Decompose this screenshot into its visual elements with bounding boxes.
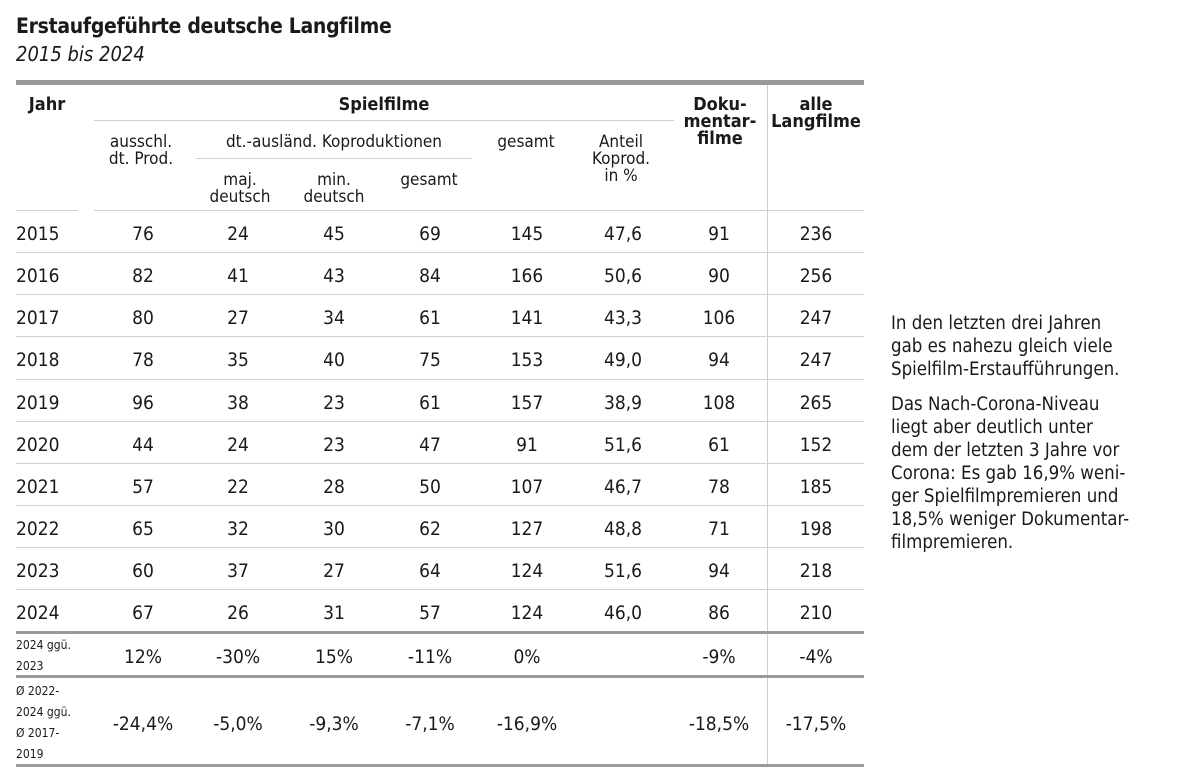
side-note-line: dem der letzten 3 Jahre vor xyxy=(891,440,1120,461)
header-min-line2: deutsch xyxy=(303,187,365,207)
header-kopro: dt.-ausländ. Koproduktionen xyxy=(225,132,443,152)
row-rule xyxy=(16,589,864,590)
compare2-label-line4: 2019 xyxy=(16,747,44,761)
value-cell: 265 xyxy=(799,392,833,414)
value-cell: 40 xyxy=(323,349,345,371)
value-cell: 124 xyxy=(510,602,544,624)
header-jahr: Jahr xyxy=(28,94,66,115)
header-doku-line2: mentar- xyxy=(683,111,757,132)
kopro-rule xyxy=(196,158,472,159)
header-kopro-gesamt: gesamt xyxy=(400,170,458,190)
year-cell: 2015 xyxy=(16,223,60,245)
year-cell: 2021 xyxy=(16,476,60,498)
compare1-label-line2: 2023 xyxy=(16,659,44,673)
year-cell: 2023 xyxy=(16,560,60,582)
row-rule xyxy=(16,379,864,380)
side-note-line: In den letzten drei Jahren xyxy=(891,313,1102,334)
value-cell: 31 xyxy=(323,602,345,624)
header-alle-line2: Langfilme xyxy=(771,111,861,132)
value-cell: 198 xyxy=(799,518,833,540)
value-cell: 78 xyxy=(132,349,154,371)
header-ausschl-line2: dt. Prod. xyxy=(108,149,174,169)
value-cell: 49,0 xyxy=(603,349,643,371)
value-cell: 185 xyxy=(799,476,833,498)
header-ausschl-line1: ausschl. xyxy=(109,132,173,152)
value-cell: 96 xyxy=(132,392,154,414)
value-cell: 48,8 xyxy=(603,518,643,540)
row-rule xyxy=(16,252,864,253)
value-cell: 210 xyxy=(799,602,833,624)
header-alle-line1: alle xyxy=(799,94,833,115)
value-cell: 78 xyxy=(708,476,730,498)
last-column-divider xyxy=(767,85,768,767)
header-maj xyxy=(196,172,284,206)
year-cell: 2017 xyxy=(16,307,60,329)
value-cell: 127 xyxy=(510,518,544,540)
side-note-line: Das Nach-Corona-Niveau xyxy=(891,394,1100,415)
value-cell: -17,5% xyxy=(785,713,847,735)
value-cell: 46,0 xyxy=(603,602,643,624)
value-cell: 28 xyxy=(323,476,345,498)
value-cell: 108 xyxy=(702,392,736,414)
value-cell: 247 xyxy=(799,349,833,371)
header-anteil-line1: Anteil xyxy=(598,132,644,152)
value-cell: 32 xyxy=(227,518,249,540)
row-rule xyxy=(16,463,864,464)
value-cell: 30 xyxy=(323,518,345,540)
page-title: Erstaufgeführte deutsche Langfilme xyxy=(16,14,392,38)
compare1-label-line1: 2024 ggü. xyxy=(16,638,71,652)
value-cell: 41 xyxy=(227,265,249,287)
value-cell: 94 xyxy=(708,560,730,582)
value-cell: 38 xyxy=(227,392,249,414)
summary-rule-2 xyxy=(16,675,864,678)
value-cell: 145 xyxy=(510,223,544,245)
value-cell: 107 xyxy=(510,476,544,498)
side-note-line: filmpremieren. xyxy=(891,532,1014,553)
header-spielfilme: Spielfilme xyxy=(338,94,430,115)
value-cell: 124 xyxy=(510,560,544,582)
value-cell: 152 xyxy=(799,434,833,456)
value-cell: 38,9 xyxy=(603,392,643,414)
header-doku-line3: filme xyxy=(697,128,743,149)
value-cell: 94 xyxy=(708,349,730,371)
value-cell: 12% xyxy=(124,646,162,668)
header-min-line1: min. xyxy=(317,170,351,190)
value-cell: -9,3% xyxy=(309,713,359,735)
value-cell: 35 xyxy=(227,349,249,371)
value-cell: 64 xyxy=(419,560,441,582)
header-doku-line1: Doku- xyxy=(693,94,747,115)
value-cell: 256 xyxy=(799,265,833,287)
value-cell: 153 xyxy=(510,349,544,371)
row-rule xyxy=(16,547,864,548)
bottom-rule xyxy=(16,764,864,767)
value-cell: 61 xyxy=(708,434,730,456)
value-cell: -16,9% xyxy=(496,713,558,735)
value-cell: 37 xyxy=(227,560,249,582)
value-cell: -7,1% xyxy=(405,713,455,735)
value-cell: 67 xyxy=(132,602,154,624)
compare1-label xyxy=(16,635,71,677)
value-cell: 71 xyxy=(708,518,730,540)
header-anteil-line2: Koprod. xyxy=(591,149,651,169)
value-cell: -4% xyxy=(799,646,833,668)
value-cell: 47,6 xyxy=(603,223,643,245)
value-cell: 15% xyxy=(315,646,353,668)
value-cell: -11% xyxy=(407,646,453,668)
value-cell: 45 xyxy=(323,223,345,245)
year-cell: 2024 xyxy=(16,602,60,624)
value-cell: 90 xyxy=(708,265,730,287)
value-cell: 24 xyxy=(227,434,249,456)
value-cell: 80 xyxy=(132,307,154,329)
value-cell: 91 xyxy=(516,434,538,456)
value-cell: 27 xyxy=(227,307,249,329)
compare2-label-line3: Ø 2017- xyxy=(16,726,60,740)
value-cell: 23 xyxy=(323,392,345,414)
value-cell: 47 xyxy=(419,434,441,456)
value-cell: 24 xyxy=(227,223,249,245)
row-rule xyxy=(16,336,864,337)
side-note-line: ger Spielfilmpremieren und xyxy=(891,486,1119,507)
value-cell: 65 xyxy=(132,518,154,540)
header-bottom-rule xyxy=(94,210,864,211)
value-cell: 84 xyxy=(419,265,441,287)
value-cell: 51,6 xyxy=(603,434,643,456)
side-note-2 xyxy=(891,393,1161,554)
value-cell: 23 xyxy=(323,434,345,456)
side-note-1 xyxy=(891,312,1161,381)
value-cell: 75 xyxy=(419,349,441,371)
value-cell: 91 xyxy=(708,223,730,245)
value-cell: 34 xyxy=(323,307,345,329)
top-rule xyxy=(16,80,864,85)
data-table xyxy=(16,0,864,777)
value-cell: 166 xyxy=(510,265,544,287)
compare2-label xyxy=(16,681,71,765)
row-rule xyxy=(16,421,864,422)
side-note-line: gab es nahezu gleich viele xyxy=(891,336,1113,357)
value-cell: 61 xyxy=(419,307,441,329)
value-cell: 51,6 xyxy=(603,560,643,582)
value-cell: 43 xyxy=(323,265,345,287)
header-min xyxy=(289,172,379,206)
value-cell: 61 xyxy=(419,392,441,414)
value-cell: 247 xyxy=(799,307,833,329)
value-cell: 106 xyxy=(702,307,736,329)
header-maj-line1: maj. xyxy=(223,170,257,190)
value-cell: 50,6 xyxy=(603,265,643,287)
value-cell: 62 xyxy=(419,518,441,540)
value-cell: -30% xyxy=(215,646,261,668)
value-cell: 236 xyxy=(799,223,833,245)
page-subtitle: 2015 bis 2024 xyxy=(16,42,145,66)
header-doku xyxy=(674,96,766,147)
year-cell: 2016 xyxy=(16,265,60,287)
year-cell: 2020 xyxy=(16,434,60,456)
value-cell: 50 xyxy=(419,476,441,498)
value-cell: 27 xyxy=(323,560,345,582)
value-cell: 82 xyxy=(132,265,154,287)
value-cell: -5,0% xyxy=(213,713,263,735)
value-cell: 69 xyxy=(419,223,441,245)
row-rule xyxy=(16,294,864,295)
value-cell: 157 xyxy=(510,392,544,414)
side-note-line: Spielfilm-Erstaufführungen. xyxy=(891,359,1120,380)
value-cell: 86 xyxy=(708,602,730,624)
value-cell: 43,3 xyxy=(603,307,643,329)
side-note-line: 18,5% weniger Dokumentar- xyxy=(891,509,1130,530)
header-ausschl xyxy=(94,134,188,168)
value-cell: 60 xyxy=(132,560,154,582)
value-cell: -9% xyxy=(702,646,736,668)
value-cell: 0% xyxy=(513,646,541,668)
header-spiel-gesamt: gesamt xyxy=(497,132,555,152)
side-note-line: Corona: Es gab 16,9% weni- xyxy=(891,463,1126,484)
header-maj-line2: deutsch xyxy=(209,187,271,207)
value-cell: 57 xyxy=(132,476,154,498)
value-cell: 46,7 xyxy=(603,476,643,498)
header-alle xyxy=(768,96,864,130)
header-anteil xyxy=(576,134,666,185)
header-bottom-rule-year xyxy=(16,210,78,211)
value-cell: 22 xyxy=(227,476,249,498)
value-cell: 76 xyxy=(132,223,154,245)
compare2-label-line1: Ø 2022- xyxy=(16,684,60,698)
side-note-line: liegt aber deutlich unter xyxy=(891,417,1093,438)
value-cell: 57 xyxy=(419,602,441,624)
compare2-label-line2: 2024 ggü. xyxy=(16,705,71,719)
summary-rule xyxy=(16,631,864,634)
value-cell: 218 xyxy=(799,560,833,582)
value-cell: 141 xyxy=(510,307,544,329)
year-cell: 2022 xyxy=(16,518,60,540)
value-cell: -24,4% xyxy=(112,713,174,735)
year-cell: 2018 xyxy=(16,349,60,371)
value-cell: 44 xyxy=(132,434,154,456)
value-cell: 26 xyxy=(227,602,249,624)
header-anteil-line3: in % xyxy=(604,166,638,186)
spielfilme-rule xyxy=(94,120,674,121)
row-rule xyxy=(16,505,864,506)
value-cell: -18,5% xyxy=(688,713,750,735)
year-cell: 2019 xyxy=(16,392,60,414)
